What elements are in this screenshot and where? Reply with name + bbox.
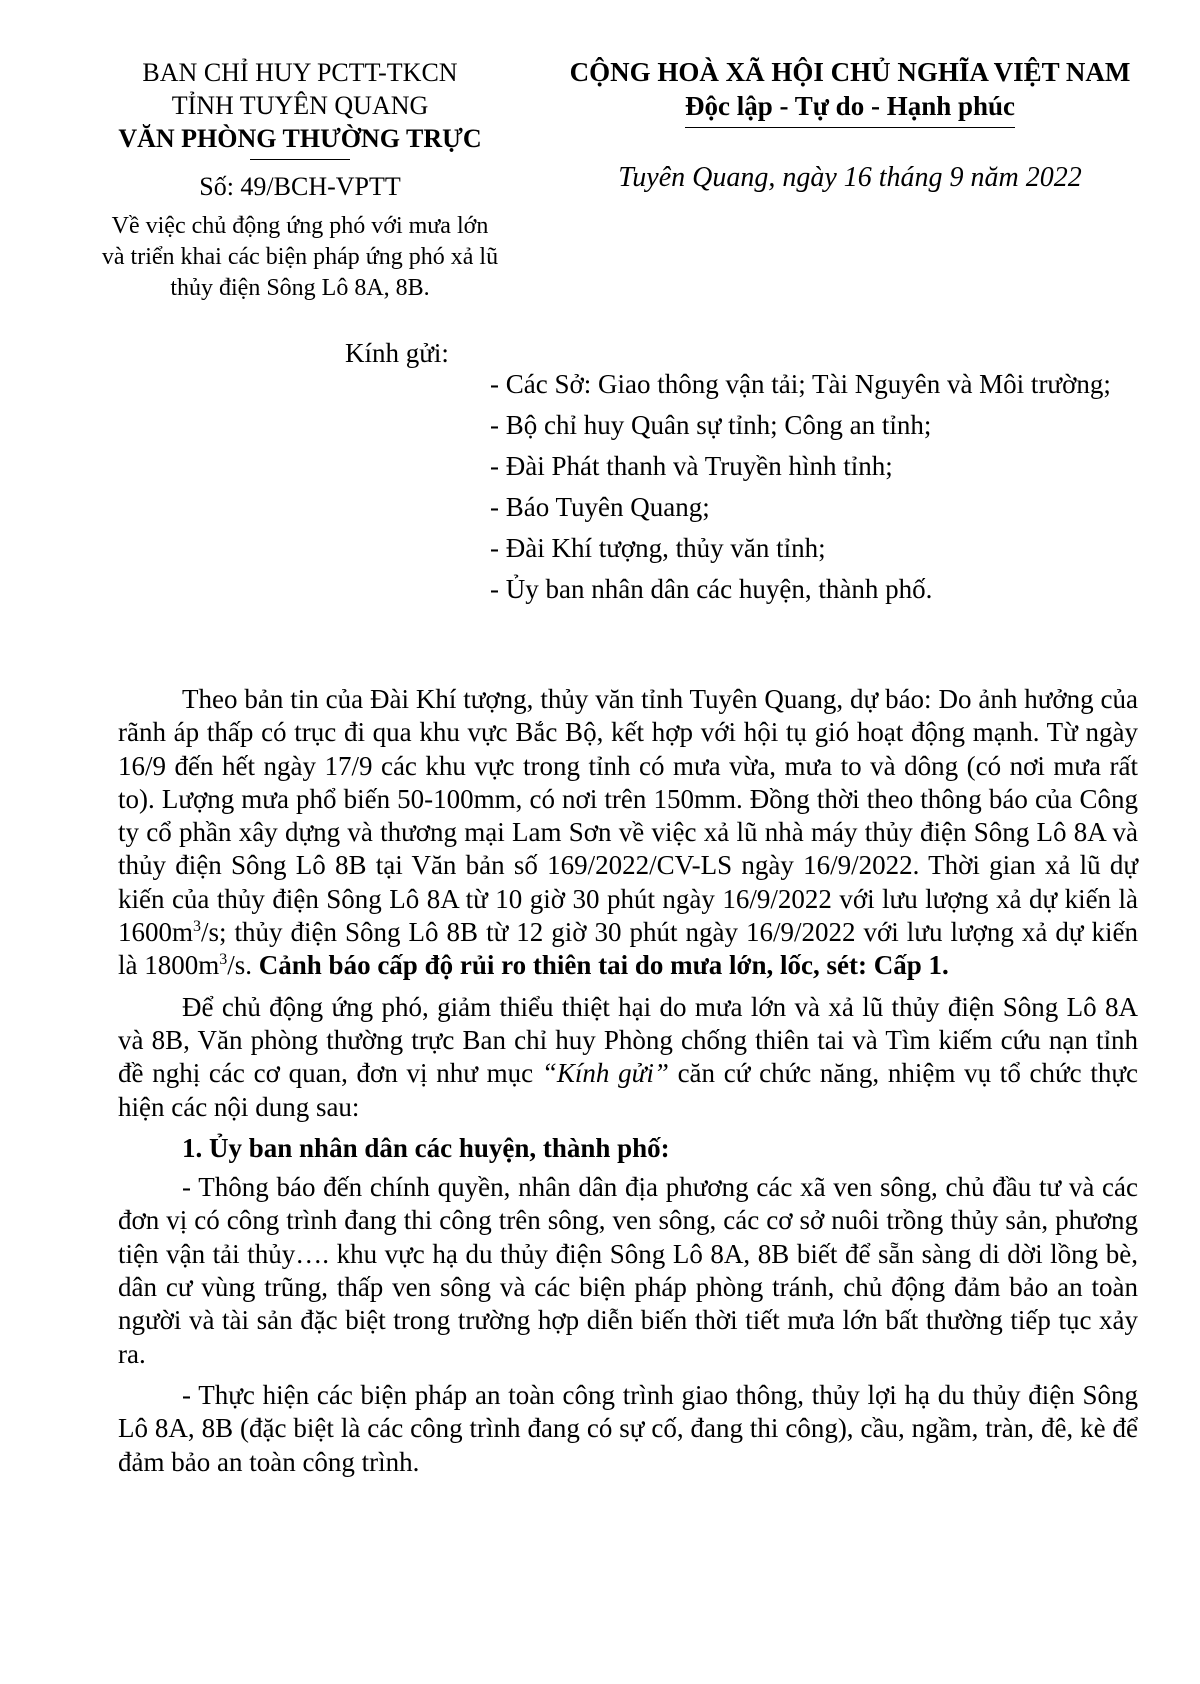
recipients-label: Kính gửi:: [345, 338, 449, 368]
nation-title: CỘNG HOÀ XÃ HỘI CHỦ NGHĨA VIỆT NAM: [569, 57, 1131, 87]
issuer-divider: [250, 159, 350, 160]
forecast-text-cont: /s; thủy điện Sông Lô 8B từ 12 giờ 30 phút ngày 16/9/2022 với lưu lượng xả dự kiến là 1800m: [118, 917, 1138, 981]
recipient-item: - Ủy ban nhân dân các huyện, thành phố.: [490, 574, 933, 604]
issuer-office: VĂN PHÒNG THƯỜNG TRỰC: [118, 124, 482, 153]
unit-superscript: 3: [193, 918, 202, 936]
issuer-block: [100, 56, 500, 304]
recipients-list: [490, 368, 1138, 614]
forecast-text: Theo bản tin của Đài Khí tượng, thủy văn tỉnh Tuyên Quang, dự báo: Do ảnh hưởng của rãnh áp thấp có trục đi qua khu vực Bắc Bộ, kết hợp với hội tụ gió hoạt động mạnh. Từ ngày 16/9 đến hết ngày 17/9 các khu vực trong tỉnh có mưa vừa, mưa to và dông (có nơi mưa rất to). Lượng mưa phổ biến 50-100mm, có nơi trên 150mm. Đồng thời theo thông báo của Công ty cổ phần xây dựng và thương mại Lam Sơn về việc xả lũ nhà máy thủy điện Sông Lô 8A và thủy điện Sông Lô 8B tại Văn bản số 169/2022/CV-LS ngày 16/9/2022. Thời gian xả lũ dự kiến của thủy điện Sông Lô 8A từ 10 giờ 30 phút ngày 16/9/2022 với lưu lượng xả dự kiến là 1600m: [118, 684, 1138, 948]
paragraph-request: [118, 991, 1138, 1124]
document-body: [118, 683, 1138, 1487]
national-header: [540, 56, 1160, 195]
issuer-line-2: TỈNH TUYÊN QUANG: [171, 91, 429, 120]
request-reference: “Kính gửi”: [541, 1058, 669, 1089]
recipient-item: - Đài Phát thanh và Truyền hình tỉnh;: [490, 451, 893, 481]
risk-warning: Cảnh báo cấp độ rủi ro thiên tai do mưa lớn, lốc, sét: Cấp 1.: [258, 950, 949, 981]
unit-superscript: 3: [219, 951, 228, 969]
issuer-line-1: BAN CHỈ HUY PCTT-TKCN: [142, 58, 458, 87]
recipient-item: - Các Sở: Giao thông vận tải; Tài Nguyên và Môi trường;: [490, 369, 1111, 399]
document-subject: Về việc chủ động ứng phó với mưa lớn và triển khai các biện pháp ứng phó xả lũ thủy điện Sông Lô 8A, 8B.: [101, 213, 499, 301]
motto-underline: [685, 127, 1015, 128]
motto-text: Độc lập - Tự do - Hạnh phúc: [684, 91, 1016, 121]
document-number: Số: 49/BCH-VPTT: [199, 172, 401, 201]
paragraph-task: - Thực hiện các biện pháp an toàn công trình giao thông, thủy lợi hạ du thủy điện Sông Lô 8A, 8B (đặc biệt là các công trình đang có sự cố, đang thi công), cầu, ngầm, tràn, đê, kè để đảm bảo an toàn công trình.: [118, 1379, 1138, 1477]
recipient-item: - Bộ chỉ huy Quân sự tỉnh; Công an tỉnh;: [490, 410, 932, 440]
section-heading: 1. Ủy ban nhân dân các huyện, thành phố:: [182, 1132, 670, 1163]
national-motto: [685, 90, 1015, 128]
recipient-item: - Đài Khí tượng, thủy văn tỉnh;: [490, 533, 826, 563]
recipient-item: - Báo Tuyên Quang;: [490, 492, 710, 522]
request-text-end: căn cứ chức năng, nhiệm vụ tổ chức thực hiện các nội dung sau:: [118, 1058, 1138, 1122]
paragraph-forecast: [118, 683, 1138, 983]
paragraph-task: - Thông báo đến chính quyền, nhân dân địa phương các xã ven sông, chủ đầu tư và các đơn vị có công trình đang thi công trên sông, ven sông, các cơ sở nuôi trồng thủy sản, phương tiện vận tải thủy…. khu vực hạ du thủy điện Sông Lô 8A, 8B biết để sẵn sàng di dời lồng bè, dân cư vùng trũng, thấp ven sông và các biện pháp phòng tránh, chủ động đảm bảo an toàn người và tài sản đặc biệt trong trường hợp diễn biến thời tiết mưa lớn bất thường tiếp tục xảy ra.: [118, 1172, 1138, 1369]
place-date: Tuyên Quang, ngày 16 tháng 9 năm 2022: [618, 162, 1082, 193]
request-text: Để chủ động ứng phó, giảm thiểu thiệt hại do mưa lớn và xả lũ thủy điện Sông Lô 8A và 8B, Văn phòng thường trực Ban chỉ huy Phòng chống thiên tai và Tìm kiếm cứu nạn tỉnh đề nghị các cơ quan, đơn vị như mục: [118, 991, 1138, 1089]
forecast-text-end: /s.: [227, 950, 259, 981]
